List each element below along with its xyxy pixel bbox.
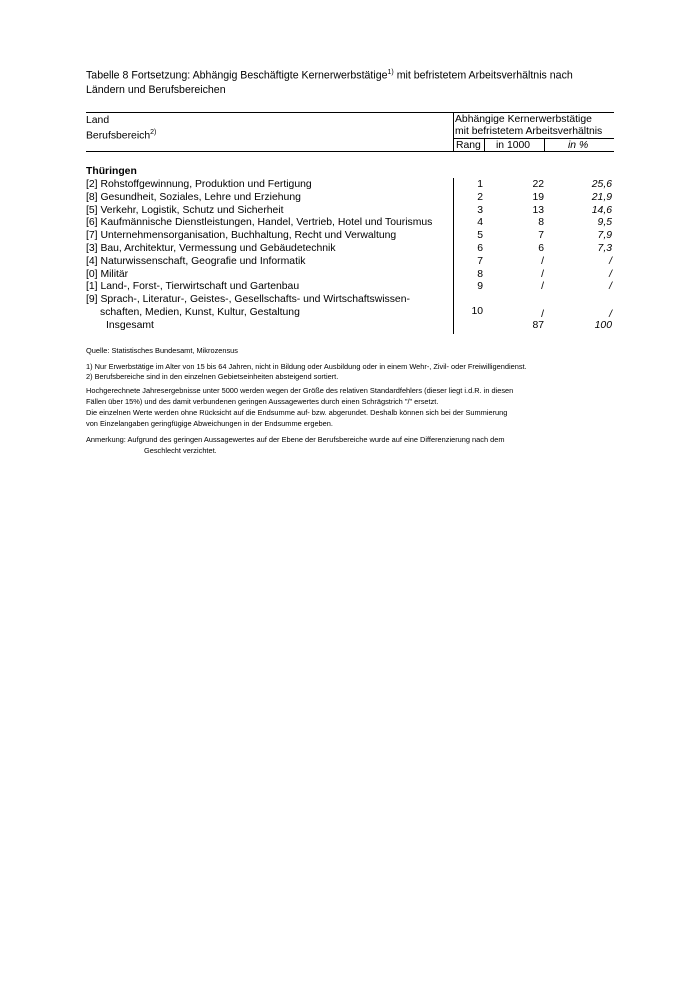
row-in1000: / (541, 281, 544, 292)
source-note: Quelle: Statistisches Bundesamt, Mikrozensus (86, 346, 238, 355)
row-rang: 9 (477, 281, 483, 292)
total-pct: 100 (594, 320, 612, 331)
row-in1000: 13 (532, 205, 544, 216)
row-rang: 1 (477, 179, 483, 190)
row-in1000: / (541, 269, 544, 280)
row-label: [5] Verkehr, Logistik, Schutz und Sicherheit (86, 205, 284, 216)
row-rang: 4 (477, 217, 483, 228)
row-rang: 2 (477, 192, 483, 203)
row-rang: 7 (477, 256, 483, 267)
row-pct: / (609, 256, 612, 267)
note-line-2: Fällen über 15%) und des damit verbundenen geringen Aussagewertes durch einen Schrägstrich "/" ersetzt. (86, 397, 439, 406)
row-pct: 9,5 (597, 217, 612, 228)
body-divider (453, 178, 454, 334)
row-label: [7] Unternehmensorganisation, Buchhaltung, Recht und Verwaltung (86, 230, 397, 241)
header-col-inpct: in % (568, 140, 589, 151)
title-line1: Tabelle 8 Fortsetzung: Abhängig Beschäftigte Kernerwerbstätige (86, 69, 388, 82)
header-col-in1000: in 1000 (496, 140, 531, 151)
row-in1000: / (541, 256, 544, 267)
row-rang: 3 (477, 205, 483, 216)
header-land: Land (86, 115, 110, 126)
header-berufsbereich-label: Berufsbereich (86, 130, 151, 142)
row-rang: 6 (477, 243, 483, 254)
row-pct: 7,3 (597, 243, 612, 254)
row-in1000: 6 (538, 243, 544, 254)
row-label: [4] Naturwissenschaft, Geografie und Informatik (86, 256, 306, 267)
row-pct: 25,6 (591, 179, 612, 190)
footnote-1: 1) Nur Erwerbstätige im Alter von 15 bis 64 Jahren, nicht in Bildung oder Ausbildung oder in einem Wehr-, Zivil- oder Freiwilligendienst. (86, 362, 527, 371)
row-pct: / (609, 269, 612, 280)
total-in1000: 87 (532, 320, 544, 331)
row-rang: 8 (477, 269, 483, 280)
header-bottom-rule (86, 151, 614, 152)
header-group-line2: mit befristetem Arbeitsverhältnis (455, 126, 603, 137)
row-pct: 21,9 (591, 192, 612, 203)
header-berufsbereich (86, 126, 156, 142)
row-label: [2] Rohstoffgewinnung, Produktion und Fertigung (86, 179, 312, 190)
row-rang: 5 (477, 230, 483, 241)
row-in1000: 19 (532, 192, 544, 203)
footnote-2: 2) Berufsbereiche sind in den einzelnen Gebietseinheiten absteigend sortiert. (86, 372, 339, 381)
header-group-line1: Abhängige Kernerwerbstätige (455, 114, 592, 125)
rang-col-divider (484, 138, 485, 151)
row10-in1000: / (541, 309, 544, 320)
row-label: [0] Militär (86, 269, 129, 280)
row-label: [3] Bau, Architektur, Vermessung und Gebäudetechnik (86, 243, 336, 254)
row-in1000: 22 (532, 179, 544, 190)
row10-label-line1: [9] Sprach-, Literatur-, Geistes-, Gesellschafts- und Wirtschaftswissen- (86, 294, 410, 305)
header-berufsbereich-marker: 2) (150, 129, 157, 136)
table-title (86, 66, 626, 97)
row-in1000: 8 (538, 217, 544, 228)
row-pct: / (609, 281, 612, 292)
remark-line-2: Geschlecht verzichtet. (144, 446, 217, 455)
row-label: [6] Kaufmännische Dienstleistungen, Handel, Vertrieb, Hotel und Tourismus (86, 217, 433, 228)
note-line-4: von Einzelangaben geringfügige Abweichungen in der Endsumme ergeben. (86, 419, 333, 428)
total-label: Insgesamt (106, 320, 154, 331)
header-divider (453, 112, 454, 151)
row10-rang: 10 (471, 306, 483, 317)
row10-label-line2: schaften, Medien, Kunst, Kultur, Gestaltung (100, 307, 300, 318)
row-pct: 14,6 (591, 205, 612, 216)
section-heading: Thüringen (86, 166, 137, 177)
title-footnote-marker: 1) (387, 69, 394, 76)
note-line-1: Hochgerechnete Jahresergebnisse unter 5000 werden wegen der Größe des relativen Standardfehlers (dieser liegt i.d.R. in diesen (86, 386, 514, 395)
note-line-3: Die einzelnen Werte werden ohne Rücksicht auf die Endsumme auf- bzw. abgerundet. Deshalb können sich bei der Summierung (86, 408, 508, 417)
in1000-col-divider (544, 138, 545, 151)
row10-pct: / (609, 309, 612, 320)
row-label: [1] Land-, Forst-, Tierwirtschaft und Gartenbau (86, 281, 300, 292)
row-pct: 7,9 (597, 230, 612, 241)
row-in1000: 7 (538, 230, 544, 241)
remark-line-1: Anmerkung: Aufgrund des geringen Aussagewertes auf der Ebene der Berufsbereiche wurde auf eine Differenzierung nach dem (86, 435, 505, 444)
title-line1-rest: mit befristetem Arbeitsverhältnis nach (393, 69, 573, 82)
title-line2: Ländern und Berufsbereichen (86, 83, 226, 96)
row-label: [8] Gesundheit, Soziales, Lehre und Erziehung (86, 192, 301, 203)
header-col-rang: Rang (456, 140, 481, 151)
